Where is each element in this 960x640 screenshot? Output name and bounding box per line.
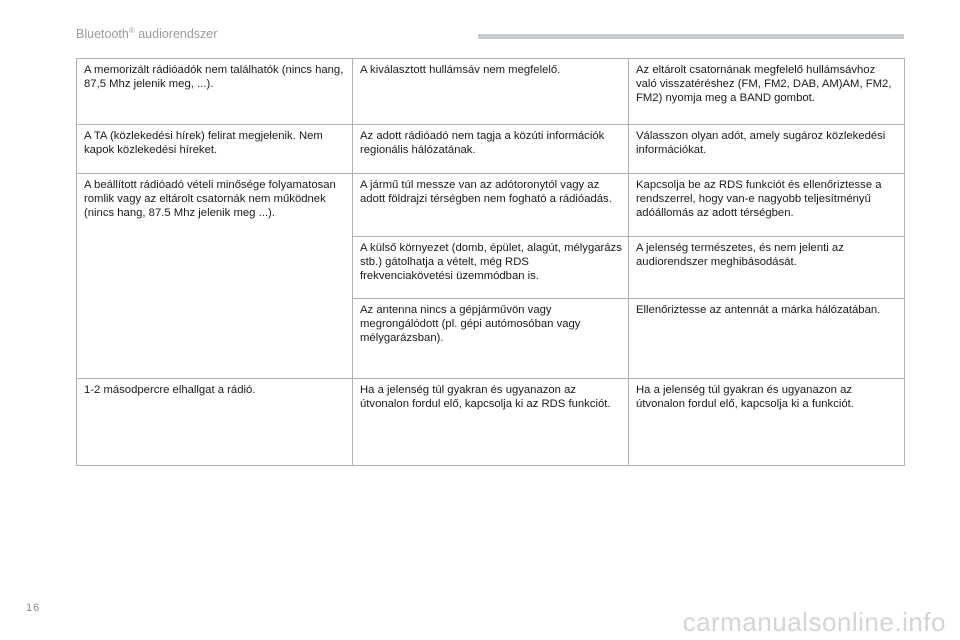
registered-mark: ® (128, 25, 135, 35)
table-row (77, 125, 905, 174)
solution-cell: Ellenőriztesse az antennát a márka hálózatában. (629, 299, 905, 379)
table-row (77, 379, 905, 466)
page-header (0, 0, 960, 48)
solution-cell: Ha a jelenség túl gyakran és ugyanazon az útvonalon fordul elő, kapcsolja ki a funkciót. (629, 379, 905, 466)
problem-cell: A TA (közlekedési hírek) felirat megjelenik. Nem kapok közlekedési híreket. (77, 125, 353, 174)
section-title (76, 27, 217, 41)
cause-cell: A külső környezet (domb, épület, alagút, mélygarázs stb.) gátolhatja a vételt, még RDS frekvenciakövetési üzemmódban is. (353, 237, 629, 299)
problem-cell: 1-2 másodpercre elhallgat a rádió. (77, 379, 353, 466)
problem-cell: A memorizált rádióadók nem találhatók (nincs hang, 87,5 Mhz jelenik meg, ...). (77, 59, 353, 125)
section-title-main: Bluetooth (76, 27, 129, 41)
solution-cell: Az eltárolt csatornának megfelelő hullámsávhoz való visszatéréshez (FM, FM2, DAB, AM)AM, FM2, FM2) nyomja meg a BAND gombot. (629, 59, 905, 125)
cause-cell: A jármű túl messze van az adótoronytól vagy az adott földrajzi térségben nem fogható a rádióadás. (353, 174, 629, 237)
page-number: 16 (26, 602, 41, 614)
header-bar (478, 34, 904, 39)
cause-cell: Az adott rádióadó nem tagja a közúti információk regionális hálózatának. (353, 125, 629, 174)
solution-cell: Kapcsolja be az RDS funkciót és ellenőriztesse a rendszerrel, hogy van-e nagyobb teljesítményű adóállomás az adott térségben. (629, 174, 905, 237)
table-row (77, 174, 905, 237)
solution-cell: Válasszon olyan adót, amely sugároz közlekedési információkat. (629, 125, 905, 174)
solution-cell: A jelenség természetes, és nem jelenti az audiorendszer meghibásodását. (629, 237, 905, 299)
problem-cell: A beállított rádióadó vételi minősége folyamatosan romlik vagy az eltárolt csatornák nem működnek (nincs hang, 87.5 Mhz jelenik meg ...). (77, 174, 353, 379)
cause-cell: Az antenna nincs a gépjárművön vagy megrongálódott (pl. gépi autómosóban vagy mélygarázsban). (353, 299, 629, 379)
troubleshooting-table (76, 58, 905, 466)
cause-cell: A kiválasztott hullámsáv nem megfelelő. (353, 59, 629, 125)
cause-cell: Ha a jelenség túl gyakran és ugyanazon az útvonalon fordul elő, kapcsolja ki az RDS funkciót. (353, 379, 629, 466)
watermark: carmanualsonline.info (682, 607, 946, 637)
table-row (77, 59, 905, 125)
section-title-rest: audiorendszer (134, 27, 218, 41)
